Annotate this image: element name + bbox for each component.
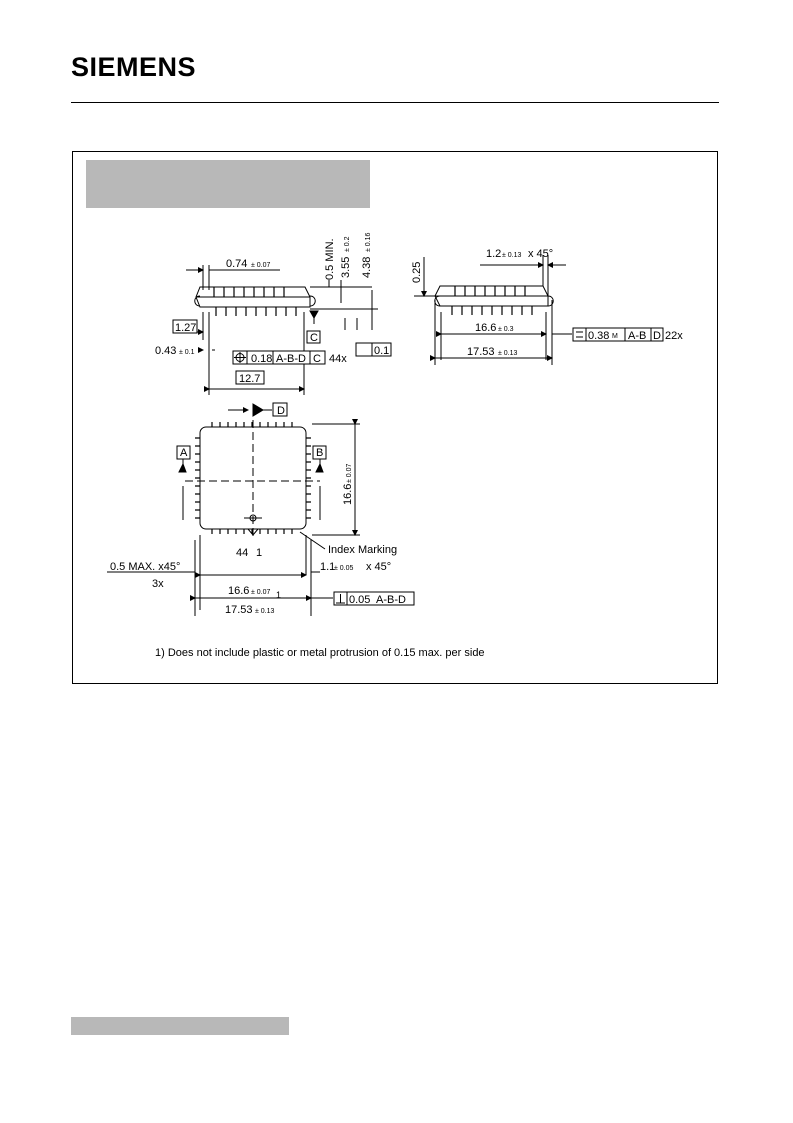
chamfer-value: 1.2: [486, 248, 502, 260]
overall-width-tolerance: ± 0.13: [498, 350, 518, 357]
index-chamfer-angle: x 45°: [366, 561, 392, 573]
chamfer-tolerance: ± 0.13: [502, 252, 522, 259]
overall-length-tolerance: ± 0.13: [255, 608, 275, 615]
pitch-value: 1.27: [175, 322, 197, 334]
body-vertical-value: 16.6: [342, 483, 354, 505]
perpendicularity-value: 0.05: [349, 594, 371, 606]
pin-44-label: 44: [236, 547, 249, 559]
profile-count: 22x: [665, 330, 683, 342]
footnote-text: 1) Does not include plastic or metal protrusion of 0.15 max. per side: [155, 647, 485, 659]
datum-b-label: B: [316, 447, 324, 459]
span-value: 12.7: [239, 373, 261, 385]
profile-datum-d: D: [653, 330, 661, 342]
true-position-datum-c: C: [313, 353, 321, 365]
total-height-tolerance: ± 0.16: [365, 232, 372, 252]
overall-width-value: 17.53: [467, 346, 495, 358]
true-position-datums: A-B-D: [276, 353, 306, 365]
datum-a-label: A: [180, 447, 188, 459]
lead-width-value: 0.74: [226, 258, 248, 270]
lead-thickness-tolerance: ± 0.1: [179, 349, 195, 356]
true-position-value: 0.18: [251, 353, 273, 365]
lead-width-tolerance: ± 0.07: [251, 262, 271, 269]
total-height-value: 4.38: [361, 256, 373, 278]
chamfer-angle: x 45°: [528, 248, 554, 260]
body-width-tolerance: ± 0.3: [498, 326, 514, 333]
end-view: [414, 255, 663, 365]
datum-d-label: D: [277, 405, 285, 417]
index-chamfer-value: 1.1: [320, 561, 336, 573]
corner-chamfer-value: 0.5 MAX. x45°: [110, 561, 181, 573]
profile-value: 0.38: [588, 330, 610, 342]
side-view: [173, 265, 391, 395]
flatness-value: 0.1: [374, 345, 390, 357]
lead-offset-value: 0.25: [411, 261, 423, 283]
body-width-value: 16.6: [475, 322, 497, 334]
body-height-tolerance: ± 0.2: [344, 236, 351, 252]
body-height-value: 3.55: [340, 256, 352, 278]
datum-c-label: C: [310, 332, 318, 344]
company-logo: SIEMENS: [71, 52, 197, 82]
pin-1-label: 1: [256, 547, 263, 559]
index-chamfer-tolerance: ± 0.05: [334, 565, 354, 572]
true-position-count: 44x: [329, 353, 347, 365]
perpendicularity-datums: A-B-D: [376, 594, 406, 606]
footnote-reference: 1: [276, 590, 282, 600]
corner-count: 3x: [152, 578, 164, 590]
body-length-value: 16.6: [228, 585, 250, 597]
standoff-value: 0.5 MIN.: [324, 238, 336, 280]
body-length-tolerance: ± 0.07: [251, 589, 271, 596]
body-vertical-tolerance: ± 0.07: [346, 463, 353, 483]
profile-datums: A-B: [628, 330, 647, 342]
index-marking-label: Index Marking: [328, 544, 398, 556]
profile-modifier: M: [612, 333, 618, 340]
lead-thickness-value: 0.43: [155, 345, 177, 357]
overall-length-value: 17.53: [225, 604, 253, 616]
